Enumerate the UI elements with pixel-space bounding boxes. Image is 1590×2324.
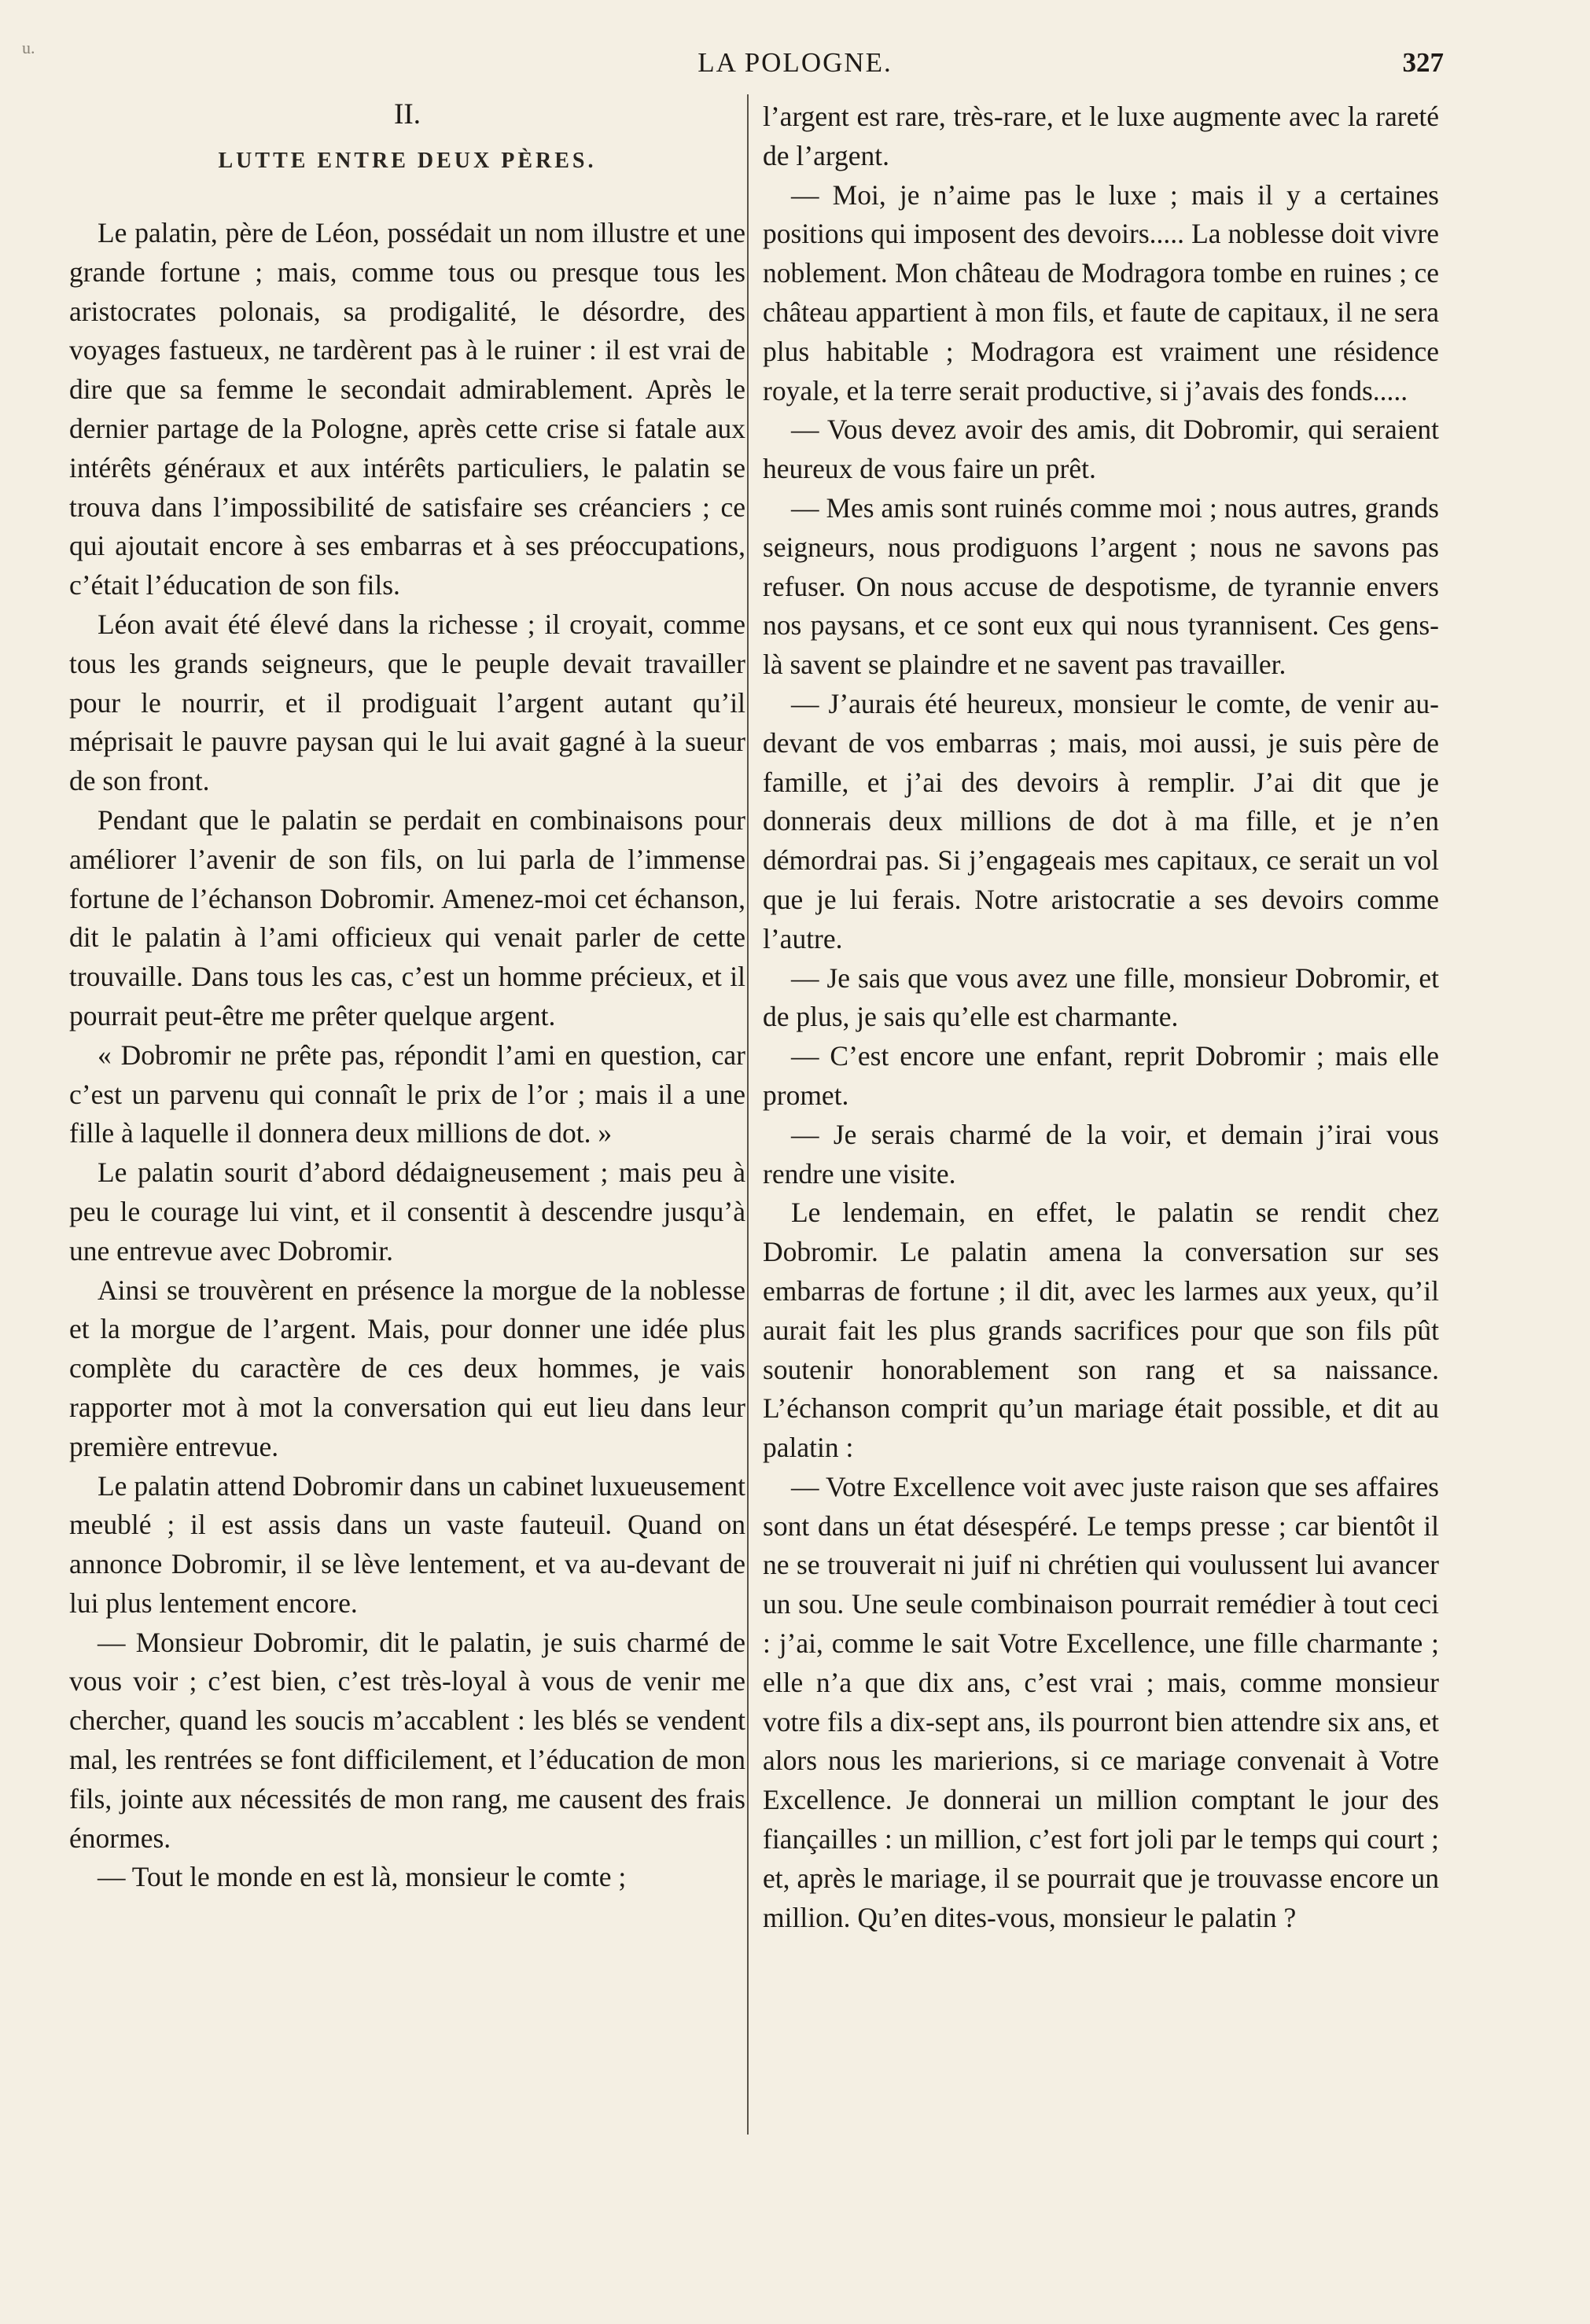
column-divider [747,94,749,2135]
paragraph: — Mes amis sont ruinés comme moi ; nous autres, grands seigneurs, nous prodiguons l’argent ; nous ne savons pas refuser. On nous accuse de despotisme, de tyrannie envers nos paysans, et ce sont eux qui nous tyrannisent. Ces gens-là savent se plaindre et ne savent pas travailler. [763,491,1439,681]
paragraph: — Vous devez avoir des amis, dit Dobromir, qui seraient heureux de vous faire un prêt. [763,414,1439,485]
running-title: LA POLOGNE. [697,47,893,78]
corner-mark: u. [22,38,35,57]
section-number: II. [394,98,421,131]
paragraph-continued: l’argent est rare, très-rare, et le luxe augmente avec la rareté de l’argent. [763,101,1439,171]
paragraph: Le palatin sourit d’abord dédaigneusement ; mais peu à peu le courage lui vint, et il consentit à descendre jusqu’à une entrevue avec Dobromir. [69,1156,745,1267]
page-number: 327 [1402,47,1444,78]
paragraph: — Votre Excellence voit avec juste raison que ses affaires sont dans un état désespéré. Le temps presse ; car bientôt il ne se trouverait ni juif ni chrétien qui voulussent lui avancer un sou. Une seule combinaison pourrait remédier à tout ceci : j’ai, comme le sait Votre Excellence, une fille charmante ; elle n’a que dix ans, c’est vrai ; mais, comme monsieur votre fils a dix-sept ans, ils pourront bien attendre six ans, et alors nous les marierions, si ce mariage convenait à Votre Excellence. Je donnerai un million comptant le jour des fiançailles : un million, c’est fort joli par le temps qui court ; et, après le mariage, il se pourrait que je trouvasse encore un million. Qu’en dites-vous, monsieur le palatin ? [763,1470,1439,1933]
paragraph: — C’est encore une enfant, reprit Dobromir ; mais elle promet. [763,1040,1439,1111]
paragraph: Le palatin, père de Léon, possédait un nom illustre et une grande fortune ; mais, comme tous ou presque tous les aristocrates polonais, sa prodigalité, le désordre, des voyages fastueux, ne tardèrent pas à le ruiner : il est vrai de dire que sa femme le secondait admirablement. Après le dernier partage de la Pologne, après cette crise si fatale aux intérêts généraux et aux intérêts particuliers, le palatin se trouva dans l’impossibilité de satisfaire ses créanciers ; ce qui ajoutait encore à ses embarras et à ses préoccupations, c’était l’éducation de son fils. [69,217,745,601]
paragraph: Pendant que le palatin se perdait en combinaisons pour améliorer l’avenir de son fils, on lui parla de l’immense fortune de l’échanson Dobromir. Amenez-moi cet échanson, dit le palatin à l’ami officieux qui venait parler de cette trouvaille. Dans tous les cas, c’est un homme précieux, et il pourrait peut-être me prêter quelque argent. [69,803,745,1031]
paragraph: Le lendemain, en effet, le palatin se rendit chez Dobromir. Le palatin amena la conversation sur ses embarras de fortune ; il dit, avec les larmes aux yeux, qu’il aurait fait les plus grands sacrifices pour que son fils pût soutenir honorablement son rang et sa naissance. L’échanson comprit qu’un mariage était possible, et dit au palatin : [763,1197,1439,1464]
paragraph: — Moi, je n’aime pas le luxe ; mais il y a certaines positions qui imposent des devoirs..... La noblesse doit vivre noblement. Mon château de Modragora tombe en ruines ; ce château appartient à mon fils, et faute de capitaux, il ne sera plus habitable ; Modragora est vraiment une résidence royale, et la terre serait productive, si j’avais des fonds..... [763,178,1439,406]
section-title: LUTTE ENTRE DEUX PÈRES. [218,149,597,173]
paragraph: « Dobromir ne prête pas, répondit l’ami en question, car c’est un parvenu qui connaît le prix de l’or ; mais il a une fille à laquelle il donnera deux millions de dot. » [69,1039,745,1149]
paragraph: — Je serais charmé de la voir, et demain j’irai vous rendre une visite. [763,1118,1439,1190]
left-column [69,94,745,1897]
right-column [763,97,1439,1937]
paragraph: — Tout le monde en est là, monsieur le comte ; [98,1861,627,1893]
paragraph: Le palatin attend Dobromir dans un cabinet luxueusement meublé ; il est assis dans un vaste fauteuil. Quand on annonce Dobromir, il se lève lentement, et va au-devant de lui plus lentement encore. [69,1469,745,1619]
paragraph: — Je sais que vous avez une fille, monsieur Dobromir, et de plus, je sais qu’elle est charmante. [763,962,1439,1033]
running-header [0,47,1590,83]
paragraph: Ainsi se trouvèrent en présence la morgue de la noblesse et la morgue de l’argent. Mais, pour donner une idée plus complète du caractère de ces deux hommes, je vais rapporter mot à mot la conversation qui eut lieu dans leur première entrevue. [69,1274,745,1462]
paragraph: — J’aurais été heureux, monsieur le comte, de venir au-devant de vos embarras ; mais, moi aussi, je suis père de famille, et j’ai des devoirs à remplir. J’ai dit que je donnerais deux millions de dot à ma fille, et je n’en démordrai pas. Si j’engageais mes capitaux, ce serait un vol que je lui ferais. Notre aristocratie a ses devoirs comme l’autre. [763,687,1439,954]
paragraph: Léon avait été élevé dans la richesse ; il croyait, comme tous les grands seigneurs, que le peuple devait travailler pour le nourrir, et il prodiguait l’argent autant qu’il méprisait le pauvre paysan qui le lui avait gagné à la sueur de son front. [69,608,745,797]
paragraph: — Monsieur Dobromir, dit le palatin, je suis charmé de vous voir ; c’est bien, c’est très-loyal à vous de venir me chercher, quand les soucis m’accablent : les blés se vendent mal, les rentrées se font difficilement, et l’éducation de mon fils, jointe aux nécessités de mon rang, me causent des frais énormes. [69,1626,745,1854]
